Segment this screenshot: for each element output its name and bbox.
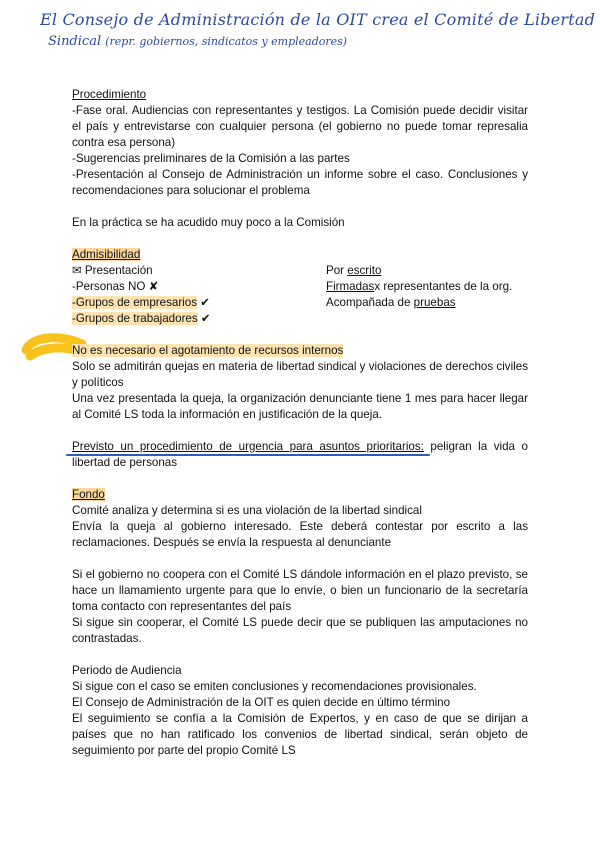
handwritten-sindical: Sindical	[48, 34, 102, 49]
cross-mark-icon: ✘	[148, 280, 159, 293]
audiencia-line-1: Si sigue con el caso se emiten conclusiones y recomendaciones provisionales.	[72, 680, 477, 693]
solo-se-admitiran: Solo se admitirán quejas en materia de libertad sindical y violaciones de derechos civiles y políticos	[72, 360, 528, 389]
handwritten-title-line2	[48, 34, 347, 49]
practice-note: En la práctica se ha acudido muy poco a la Comisión	[72, 216, 345, 229]
admisibilidad-heading: Admisibilidad	[72, 248, 141, 261]
fondo-heading: Fondo	[72, 488, 105, 501]
firmadas-line: Firmadasx representantes de la org.	[326, 280, 513, 293]
check-mark-icon: ✔	[200, 312, 211, 325]
audiencia-line-3: El seguimiento se confía a la Comisión de Expertos, y en caso de que se dirijan a países que no han ratificado los convenios de libertad sindical, serán objeto de seguimiento por parte del propio Comité LS	[72, 712, 528, 757]
no-coopera: Si el gobierno no coopera con el Comité LS dándole información en el plazo previsto, se hace un llamamiento urgente para que lo envíe, o bien un funcionario de la secretaría toma contacto con representantes del país	[72, 568, 528, 613]
admisibilidad-row-1	[72, 263, 528, 279]
admisibilidad-row-2	[72, 279, 528, 295]
handwritten-title-line1: El Consejo de Administración de la OIT crea el Comité de Libertad	[40, 10, 596, 29]
audiencia-heading: Periodo de Audiencia	[72, 664, 182, 677]
fondo-heading-wrap	[72, 487, 528, 503]
document-body	[72, 87, 528, 759]
admisibilidad-row-4	[72, 311, 528, 327]
fondo-line-2: Envía la queja al gobierno interesado. Este deberá contestar por escrito a las reclamaciones. Después se envía la respuesta al denunciante	[72, 520, 528, 549]
agotamiento-wrap	[72, 343, 528, 359]
agotamiento-note: No es necesario el agotamiento de recursos internos	[72, 344, 344, 357]
previsto-urgencia: Previsto un procedimiento de urgencia para asuntos prioritarios: peligran la vida o libertad de personas	[72, 440, 528, 469]
una-vez-presentada: Una vez presentada la queja, la organización denunciante tiene 1 mes para hacer llegar al Comité LS toda la información en justificación de la queja.	[72, 392, 528, 421]
procedimiento-line-2: -Sugerencias preliminares de la Comisión a las partes	[72, 152, 350, 165]
admisibilidad-row-3	[72, 295, 528, 311]
procedimiento-line-3: -Presentación al Consejo de Administración un informe sobre el caso. Conclusiones y recomendaciones para solucionar el problema	[72, 168, 528, 197]
grupos-trabajadores: -Grupos de trabajadores ✔	[72, 312, 211, 325]
fondo-line-1: Comité analiza y determina si es una violación de la libertad sindical	[72, 504, 422, 517]
procedimiento-heading: Procedimiento	[72, 88, 147, 101]
procedimiento-line-1: -Fase oral. Audiencias con representantes y testigos. La Comisión puede decidir visitar el país y entrevistarse con cualquier persona (el gobierno no puede tomar represalia contra esa persona)	[72, 104, 528, 149]
sigue-sin-cooperar: Si sigue sin cooperar, el Comité LS puede decir que se publiquen las amputaciones no contrastadas.	[72, 616, 528, 645]
admisibilidad-heading-wrap	[72, 247, 528, 263]
acompanada-line: Acompañada de pruebas	[326, 296, 456, 309]
por-escrito: Por escrito	[326, 264, 382, 277]
check-mark-icon: ✔	[200, 296, 210, 309]
personas-no: -Personas NO ✘	[72, 280, 159, 293]
grupos-empresarios: -Grupos de empresarios ✔	[72, 296, 210, 309]
audiencia-line-2: El Consejo de Administración de la OIT es quien decide en último término	[72, 696, 451, 709]
presentacion-label: ✉ Presentación	[72, 264, 153, 277]
handwritten-note: (repr. gobiernos, sindicatos y empleadores)	[105, 35, 348, 48]
